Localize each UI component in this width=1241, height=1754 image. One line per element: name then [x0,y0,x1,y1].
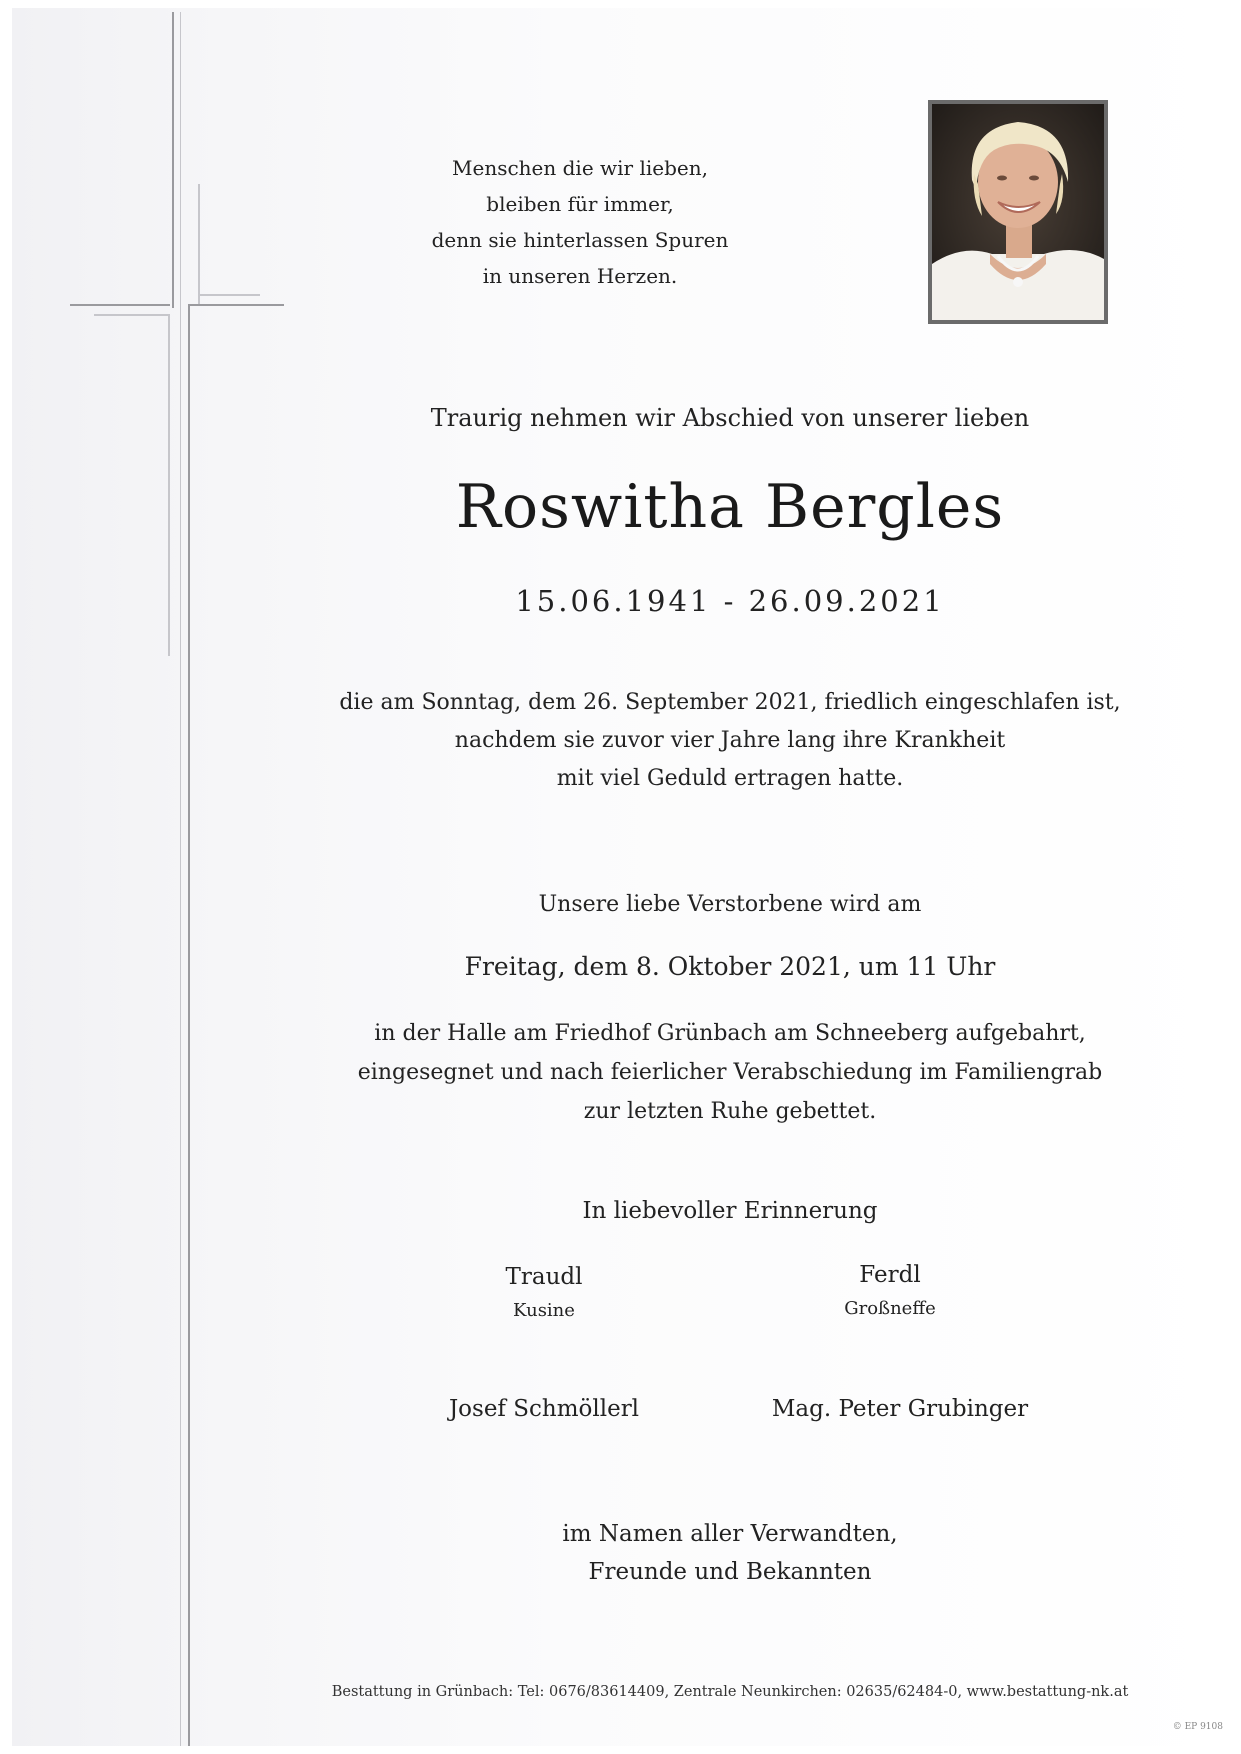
mourner [770,1262,1010,1319]
ceremony-line: eingesegnet und nach feierlicher Verabschiedung im Familiengrab [357,1060,1103,1085]
form-code: © EP 9108 [1172,1722,1223,1732]
closing-line: im Namen aller Verwandten, [562,1521,898,1547]
life-dates: 15.06.1941 - 26.09.2021 [515,584,945,618]
deceased-name: Roswitha Bergles [455,472,1005,542]
closing-text [300,1515,1160,1591]
poem-line: in unseren Herzen. [482,264,678,288]
poem-line: bleiben für immer, [486,192,674,216]
passing-line: nachdem sie zuvor vier Jahre lang ihre Krankheit [454,728,1006,753]
passing-text [300,684,1160,798]
remembrance-heading: In liebevoller Erinnerung [582,1198,878,1224]
ceremony-date: Freitag, dem 8. Oktober 2021, um 11 Uhr [464,952,996,981]
ceremony-line: in der Halle am Friedhof Grünbach am Schneeberg aufgebahrt, [374,1021,1086,1046]
ceremony-announcement: Unsere liebe Verstorbene wird am [538,892,922,917]
mourner [424,1264,664,1321]
ceremony-details [300,1014,1160,1131]
ceremony-line: zur letzten Ruhe gebettet. [583,1099,877,1124]
closing-line: Freunde und Bekannten [588,1559,872,1585]
farewell-intro: Traurig nehmen wir Abschied von unserer lieben [430,404,1030,432]
mourner-relation: Großneffe [844,1298,936,1319]
mourner-name: Josef Schmöllerl [448,1396,640,1422]
funeral-home-footer: Bestattung in Grünbach: Tel: 0676/83614409, Zentrale Neunkirchen: 02635/62484-0, www.bestattung-nk.at [331,1684,1129,1700]
poem [400,150,760,294]
mourner-name: Ferdl [859,1262,921,1288]
mourner-name: Mag. Peter Grubinger [771,1396,1029,1422]
poem-line: Menschen die wir lieben, [452,156,708,180]
passing-line: mit viel Geduld ertragen hatte. [556,766,904,791]
mourner-name: Traudl [505,1264,583,1290]
mourner [730,1396,1070,1422]
passing-line: die am Sonntag, dem 26. September 2021, friedlich eingeschlafen ist, [339,690,1121,715]
mourner [394,1396,694,1422]
portrait-photo [928,100,1108,324]
mourner-relation: Kusine [513,1300,575,1321]
poem-line: denn sie hinterlassen Spuren [431,228,729,252]
